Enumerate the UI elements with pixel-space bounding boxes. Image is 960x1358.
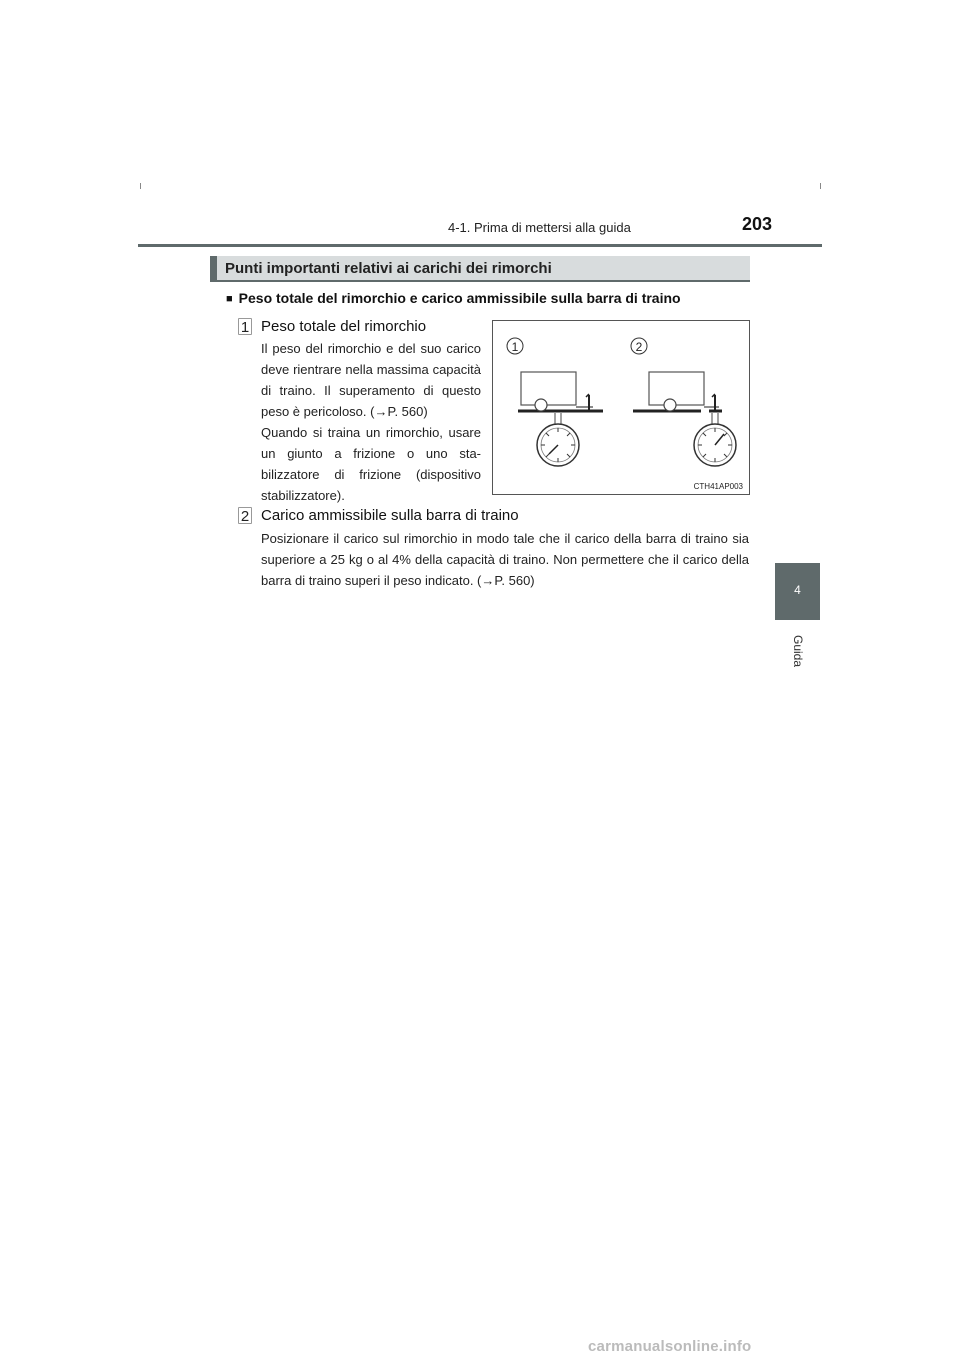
trailer-right (633, 372, 722, 425)
figure-label-1 (507, 338, 523, 354)
chapter-label: Guida (791, 635, 805, 668)
page-number: 203 (742, 214, 773, 234)
watermark: carmanualsonline.info (588, 1338, 752, 1355)
square-bullet-icon: ■ (226, 293, 233, 305)
scale-gauge-left (537, 424, 579, 466)
item-number-2: 2 (238, 507, 252, 524)
chapter-label-container (775, 635, 820, 675)
trailer-left (518, 372, 603, 425)
item-title-2: Carico ammissibile sulla barra di traino (261, 507, 519, 524)
crop-mark-right (820, 183, 821, 189)
trailer-weight-figure (492, 320, 750, 495)
chapter-number: 4 (794, 583, 801, 597)
item-number-1: 1 (238, 318, 252, 335)
item-2-paragraph-1: Posizionare il carico sul rimorchio in modo tale che il carico della barra di traino sia superiore a 25 kg o al 4% della capacità di traino. Non permettere che il carico della barra di traino superi il peso indicato. (→P. 560) (261, 531, 749, 588)
svg-text:1: 1 (511, 340, 519, 354)
header-rule (138, 244, 822, 247)
chapter-tab (775, 563, 820, 620)
figure-code: CTH41AP003 (693, 482, 743, 491)
subsection-heading (226, 290, 681, 306)
scale-gauge-right (694, 424, 736, 466)
running-header: 4-1. Prima di mettersi alla guida (448, 220, 631, 235)
crop-mark-left (140, 183, 141, 189)
figure-label-2 (631, 338, 647, 354)
svg-text:2: 2 (635, 340, 643, 354)
section-heading-bar (210, 256, 750, 282)
subsection-title: Peso totale del rimorchio e carico ammissibile sulla barra di traino (238, 290, 681, 306)
item-1-paragraph-1: Il peso del rimorchio e del suo carico deve rientrare nella massima capacità di traino. Il superamento di questo peso è pericoloso. (→P. 560) (261, 341, 481, 419)
section-title: Punti importanti relativi ai carichi dei rimorchi (225, 260, 552, 277)
trailer-scale-illustration (493, 321, 749, 494)
item-title-1: Peso totale del rimorchio (261, 318, 427, 335)
item-1-paragraph-2: Quando si traina un rimorchio, usare un giunto a frizione o uno sta-bilizzatore di frizione (dispositivo stabilizzatore). (261, 425, 481, 503)
